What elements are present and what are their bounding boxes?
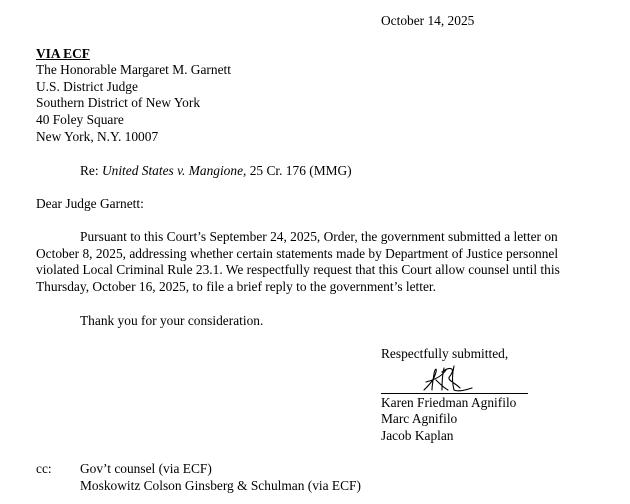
signatory-name: Karen Friedman Agnifilo bbox=[381, 395, 517, 410]
address-line-street: 40 Foley Square bbox=[36, 112, 124, 127]
body-line: Thursday, October 16, 2025, to file a brief reply to the government’s letter. bbox=[36, 278, 436, 294]
address-line-court: Southern District of New York bbox=[36, 95, 201, 110]
letter-date: October 14, 2025 bbox=[381, 13, 475, 28]
salutation: Dear Judge Garnett: bbox=[36, 196, 144, 211]
address-line-judge: The Honorable Margaret M. Garnett bbox=[36, 62, 231, 77]
cc-recipient: Gov’t counsel (via ECF) bbox=[80, 461, 212, 476]
re-line bbox=[80, 163, 352, 180]
cc-recipient: Moskowitz Colson Ginsberg & Schulman (via ECF) bbox=[80, 478, 361, 493]
handwritten-signature bbox=[420, 360, 476, 396]
address-line-city: New York, N.Y. 10007 bbox=[36, 129, 159, 144]
re-case-name: United States v. Mangione bbox=[101, 163, 244, 178]
sign-off: Respectfully submitted, bbox=[381, 346, 509, 361]
re-suffix: , 25 Cr. 176 (MMG) bbox=[243, 163, 352, 178]
body-paragraph bbox=[36, 229, 628, 295]
re-prefix: Re: bbox=[80, 163, 102, 178]
address-line-title: U.S. District Judge bbox=[36, 79, 138, 94]
body-line: Pursuant to this Court’s September 24, 2025, Order, the government submitted a letter on bbox=[80, 229, 558, 244]
signatory-name: Marc Agnifilo bbox=[381, 411, 458, 426]
signature-line bbox=[381, 393, 528, 394]
closing-line: Thank you for your consideration. bbox=[80, 313, 264, 328]
via-line: VIA ECF bbox=[36, 46, 90, 61]
body-line: violated Local Criminal Rule 23.1. We respectfully request that this Court allow counsel until this bbox=[36, 262, 560, 277]
body-line: October 8, 2025, addressing whether certain statements made by Department of Justice personnel bbox=[36, 245, 559, 261]
cc-label: cc: bbox=[36, 461, 52, 476]
signatory-name: Jacob Kaplan bbox=[381, 428, 454, 443]
